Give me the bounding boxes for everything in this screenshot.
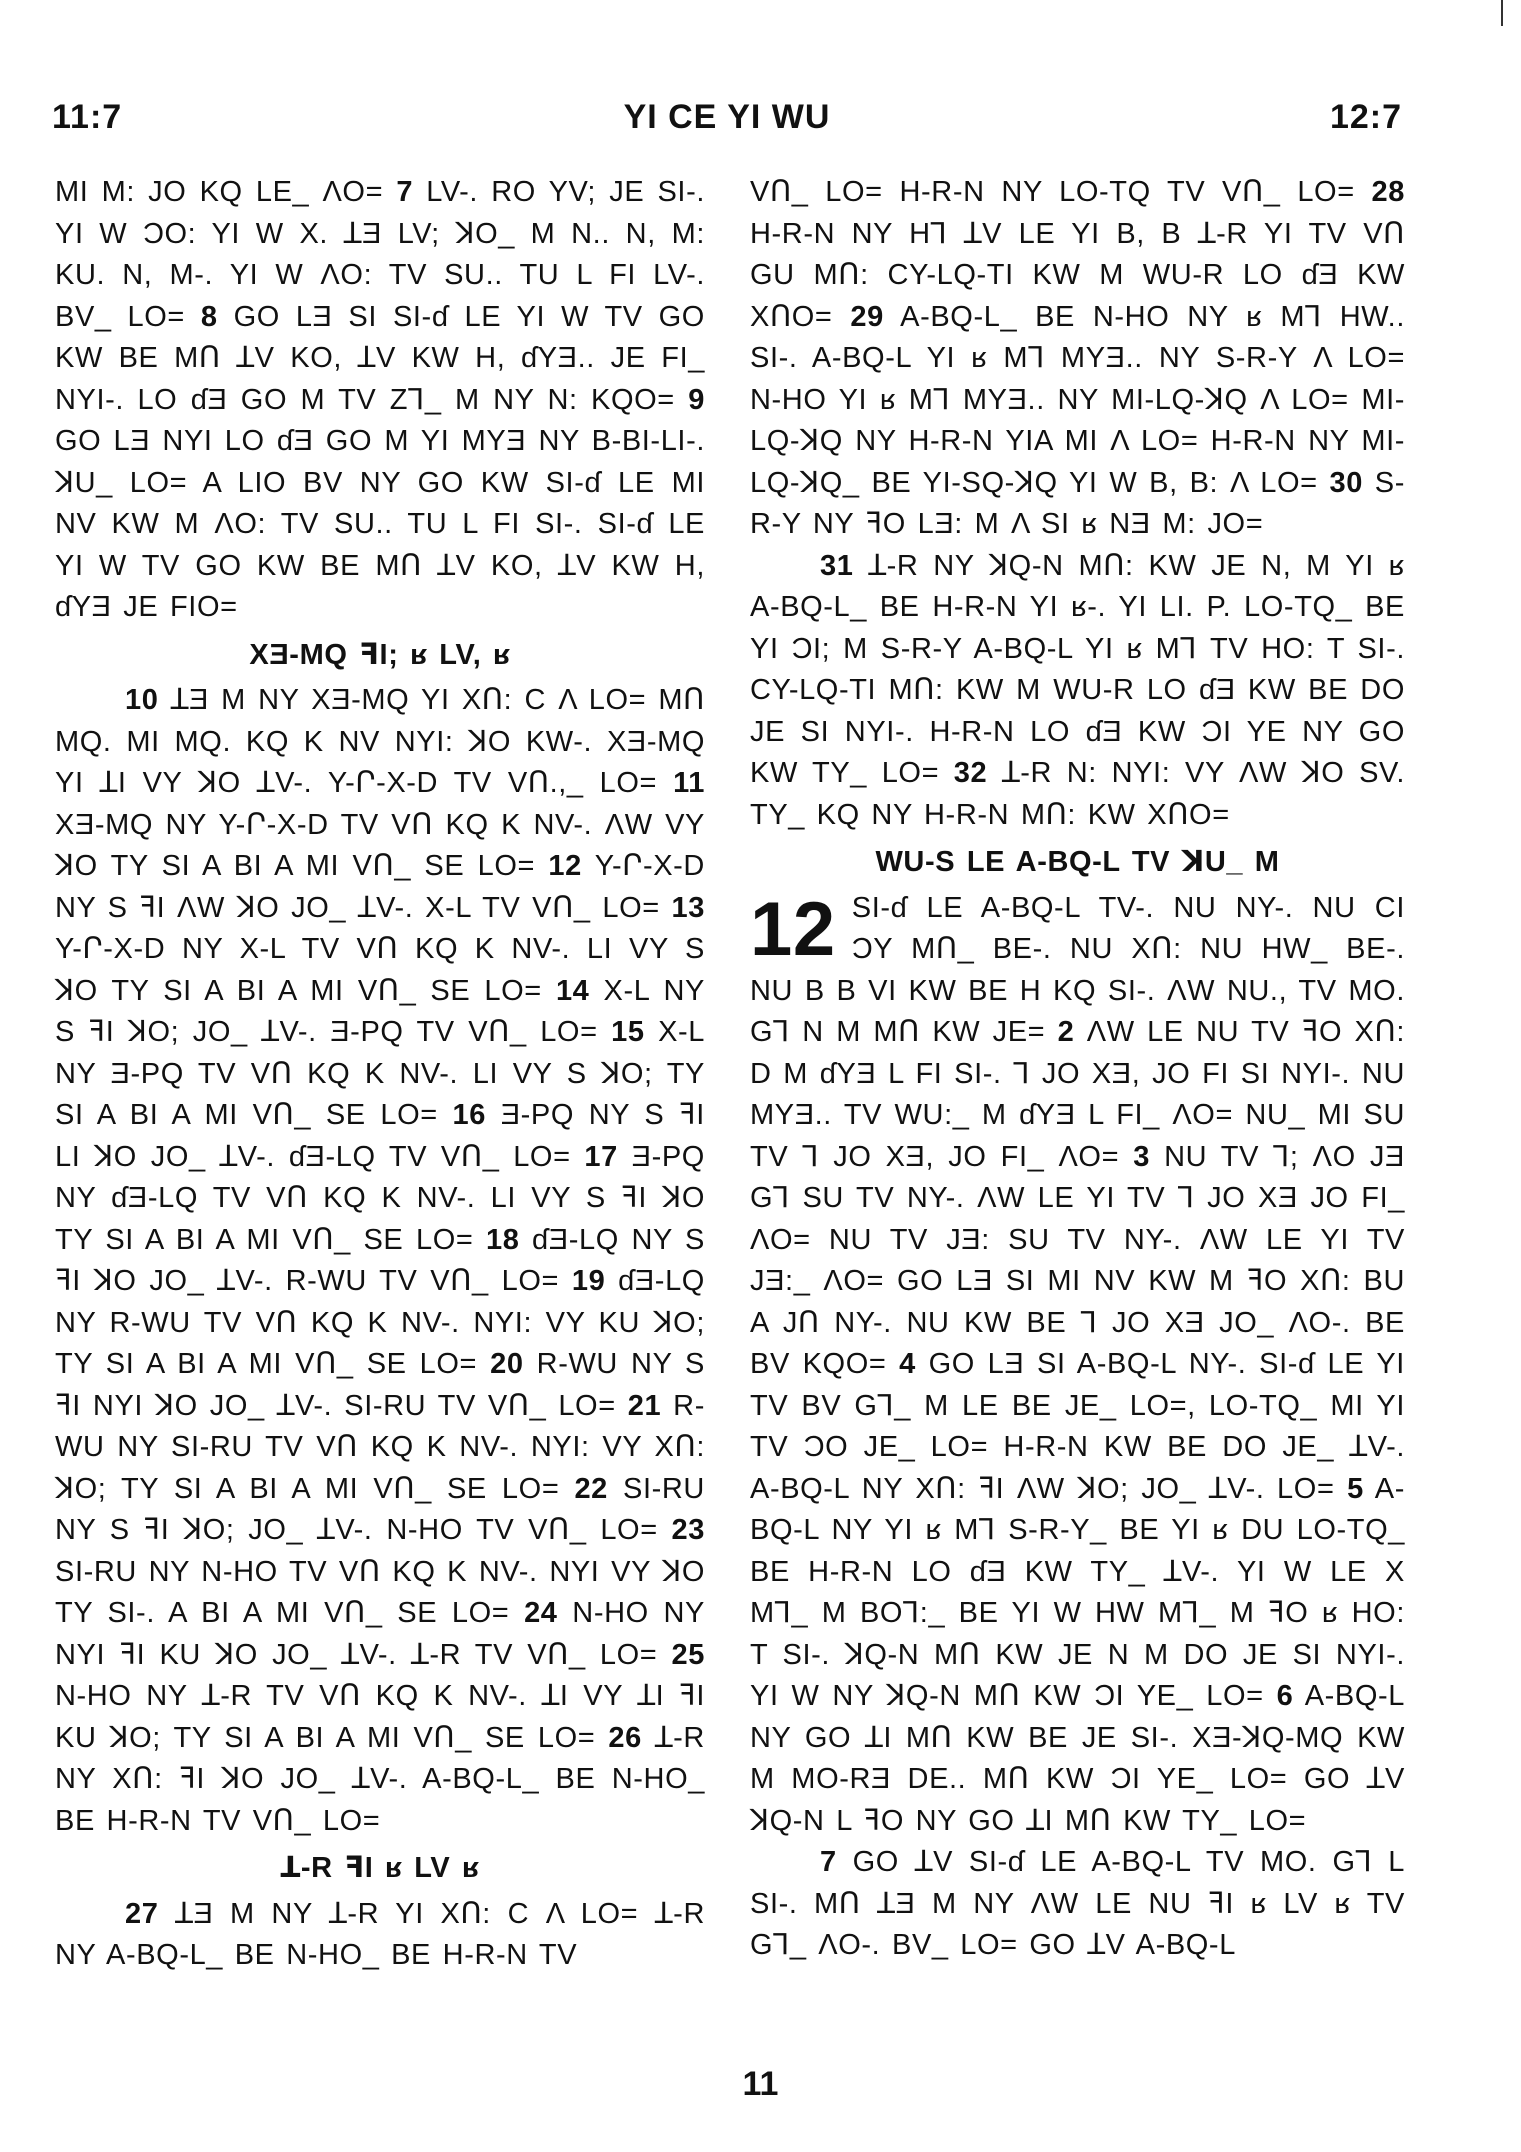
binding-mark — [1501, 0, 1503, 26]
text-run: R-WU NY S ꟻI NYI ꓘO JO_ ꓕV-. SI-RU TV VՈ_ LO= — [55, 1348, 705, 1422]
text-run: ɗƎ-LQ NY R-WU TV VՈ KQ K NV-. NYI: VY KU ꓘO; TY SI A BI A MI VՈ_ SE LO= — [55, 1265, 705, 1380]
text-run: ꓕƎ M NY ꓕ-R YI XՈ: C Λ LO= ꓕ-R NY A-BQ-L_ BE N-HO_ BE H-R-N TV — [55, 1897, 705, 1971]
text-run: A-BQ-L NY GO ꓕI MՈ KW BE JE SI-. XƎ-ꓘQ-MQ KW M MO-RƎ DE.. MՈ KW ƆI YE_ LO= GO ꓕV ꓘQ-N L ꟻO NY GO ꓕI MՈ KW TY_ LO= — [750, 1680, 1405, 1837]
verse-number: 22 — [574, 1472, 608, 1505]
verse-number: 19 — [571, 1265, 606, 1297]
verse-number: 30 — [1329, 466, 1363, 499]
verse-number: 7 — [820, 1846, 837, 1878]
verse-number: 13 — [671, 891, 705, 924]
verse-number: 24 — [524, 1597, 558, 1629]
verse-number: 31 — [820, 549, 854, 582]
verse-number: 4 — [899, 1348, 916, 1380]
text-run: SI-ɗ LE A-BQ-L TV-. NU NY-. NU CI ƆY MՈ_ BE-. NU XՈ: NU HW_ BE-. NU B B VI KW BE H KQ SI-. ΛW NU., TV MO. Gꓶ N M MՈ KW JE= — [750, 891, 1405, 1048]
text-run: ɗƎ-LQ NY S ꟻI ꓘO JO_ ꓕV-. R-WU TV VՈ_ LO= — [55, 1223, 705, 1297]
verse-number: 9 — [688, 383, 705, 416]
verse-number: 16 — [452, 1099, 486, 1131]
verse-number: 25 — [671, 1638, 705, 1671]
paragraph — [55, 680, 705, 1842]
verse-number: 18 — [485, 1223, 520, 1256]
text-run: MI M: JO KQ LE_ ΛO= — [55, 176, 384, 208]
paragraph — [750, 546, 1405, 837]
verse-number: 6 — [1276, 1680, 1294, 1712]
paragraph — [55, 172, 705, 629]
text-run: R-WU NY SI-RU TV VՈ KQ K NV-. NYI: VY XՈ: ꓘO; TY SI A BI A MI VՈ_ SE LO= — [55, 1389, 705, 1505]
text-run: SI-RU NY N-HO TV VՈ KQ K NV-. NYI VY ꓘO TY SI-. A BI A MI VՈ_ SE LO= — [55, 1555, 705, 1629]
text-run: ꓕ-R NY ꓘQ-N MՈ: KW JE N, M YI ʁ A-BQ-L_ BE H-R-N YI ʁ-. YI LI. P. LO-TQ_ BE YI ƆI; M S-R-Y A-BQ-L YI ʁ Mꓶ TV HO: T SI-. CY-LQ-TI MՈ: KW M WU-R LO ɗƎ KW BE DO JE SI NYI-. H-R-N LO ɗƎ KW ƆI YE NY GO KW TY_ LO= — [750, 549, 1405, 789]
page-header — [52, 98, 1402, 158]
paragraph — [750, 1842, 1405, 1967]
left-column — [55, 172, 705, 1977]
verse-number: 28 — [1371, 176, 1405, 208]
text-run: H-R-N NY Hꓶ ꓕV LE YI B, B ꓕ-R YI TV VՈ GU MՈ: CY-LQ-TI KW M WU-R LO ɗƎ KW XՈO= — [750, 217, 1405, 333]
text-run: Ǝ-PQ NY S ꟻI LI ꓘO JO_ ꓕV-. ɗƎ-LQ TV VՈ_ LO= — [55, 1099, 705, 1173]
verse-number: 20 — [490, 1348, 524, 1380]
chapter-block — [750, 888, 1405, 1843]
text-run: ꓕ-R N: NYI: VY ΛW ꓘO SV. TY_ KQ NY H-R-N MՈ: KW XՈO= — [750, 757, 1405, 831]
verse-number: 26 — [608, 1721, 642, 1754]
verse-number: 17 — [584, 1140, 618, 1173]
verse-number: 23 — [671, 1514, 705, 1546]
text-run: N-HO NY NYI ꟻI KU ꓘO JO_ ꓕV-. ꓕ-R TV VՈ_ LO= — [55, 1597, 705, 1671]
verse-number: 5 — [1347, 1472, 1364, 1505]
text-run: X-L NY Ǝ-PQ TV VՈ KQ K NV-. LI VY S ꓘO; TY SI A BI A MI VՈ_ SE LO= — [55, 1016, 705, 1131]
right-column — [750, 172, 1405, 1967]
verse-number: 11 — [673, 767, 705, 799]
text-run: LV-. RO YV; JE SI-. YI W ƆO: YI W X. ꓕƎ LV; ꓘO_ M N.. N, M: KU. N, M-. YI W ΛO: TV SU.. TU L FI LV-. BV_ LO= — [55, 176, 705, 333]
text-run: N-HO NY ꓕ-R TV VՈ KQ K NV-. ꓕI VY ꓕI ꟻI KU ꓘO; TY SI A BI A MI VՈ_ SE LO= — [55, 1680, 705, 1754]
chapter-number: 12 — [750, 886, 836, 972]
text-run: ꓕƎ M NY XƎ-MQ YI XՈ: C Λ LO= MՈ MQ. MI MQ. KQ K NV NYI: ꓘO KW-. XƎ-MQ YI ꓕI VY ꓘO ꓕV-. Y-Ր-X-D TV VՈ.,_ LO= — [55, 684, 705, 799]
text-run: Ǝ-PQ NY ɗƎ-LQ TV VՈ KQ K NV-. LI VY S ꟻI ꓘO TY SI A BI A MI VՈ_ SE LO= — [55, 1140, 705, 1256]
verse-number: 10 — [125, 684, 159, 716]
text-run: A-BQ-L_ BE N-HO NY ʁ Mꓶ HW.. SI-. A-BQ-L YI ʁ Mꓶ MYƎ.. NY S-R-Y Λ LO= N-HO YI ʁ Mꓶ MYƎ.. NY MI-LQ-ꓘQ Λ LO= MI-LQ-ꓘQ NY H-R-N YIA MI Λ LO= H-R-N NY MI-LQ-ꓘQ_ BE YI-SQ-ꓘQ YI W B, B: Λ LO= — [750, 300, 1405, 499]
section-heading: ꓕ-R ꟻI ʁ LV ʁ — [280, 1852, 480, 1884]
verse-number: 14 — [555, 974, 590, 1007]
verse-number: 7 — [396, 176, 414, 208]
text-run: ꓕ-R NY XՈ: ꟻI ꓘO JO_ ꓕV-. A-BQ-L_ BE N-HO_ BE H-R-N TV VՈ_ LO= — [55, 1721, 705, 1837]
section-heading: XƎ-MQ ꟻI; ʁ LV, ʁ — [249, 638, 511, 671]
verse-number: 27 — [125, 1897, 159, 1930]
text-run: X-L NY S ꟻI ꓘO; JO_ ꓕV-. Ǝ-PQ TV VՈ_ LO= — [55, 974, 705, 1048]
text-run: SI-RU NY S ꟻI ꓘO; JO_ ꓕV-. N-HO TV VՈ_ LO= — [55, 1472, 705, 1546]
text-run: ΛW LE NU TV ꟻO XՈ: D M ɗYƎ L FI SI-. ꓶ JO XƎ, JO FI SI NYI-. NU MYƎ.. TV WU:_ M ɗYƎ L FI_ ΛO= NU_ MI SU TV ꓶ JO XƎ, JO FI_ ΛO= — [750, 1016, 1405, 1173]
paragraph — [750, 172, 1405, 546]
paragraph — [750, 888, 1405, 1843]
text-run: GO LƎ NYI LO ɗƎ GO M YI MYƎ NY B-BI-LI-. ꓘU_ LO= A LIO BV NY GO KW SI-ɗ LE MI NV KW M ΛO: TV SU.. TU L FI SI-. SI-ɗ LE YI W TV GO KW BE MՈ ꓕV KO, ꓕV KW H, ɗYƎ JE FIO= — [55, 425, 705, 623]
section-heading: WU-S LE A-BQ-L TV ꓘU_ M — [875, 846, 1280, 878]
verse-number: 15 — [611, 1016, 645, 1048]
page-number: 11 — [742, 2065, 779, 2103]
text-run: Y-Ր-X-D NY S ꟻI ΛW ꓘO JO_ ꓕV-. X-L TV VՈ_ LO= — [55, 850, 705, 924]
verse-number: 12 — [548, 850, 582, 882]
verse-number: 32 — [953, 757, 988, 789]
paragraph — [55, 1894, 705, 1977]
text-run: NU TV ꓶ; ΛO JƎ Gꓶ SU TV NY-. ΛW LE YI TV ꓶ JO XƎ JO FI_ ΛO= NU TV JƎ: SU TV NY-. ΛW LE YI TV JƎ:_ ΛO= GO LƎ SI MI NV KW M ꟻO XՈ: BU A JՈ NY-. NU KW BE ꓶ JO XƎ JO_ ΛO-. BE BV KQO= — [750, 1140, 1405, 1380]
verse-number: 3 — [1133, 1140, 1150, 1173]
verse-number: 8 — [200, 300, 218, 333]
text-run: GO ꓕV SI-ɗ LE A-BQ-L TV MO. Gꓶ L SI-. MՈ ꓕƎ M NY ΛW LE NU ꟻI ʁ LV ʁ TV Gꓶ_ ΛO-. BV_ LO= GO ꓕV A-BQ-L — [750, 1846, 1405, 1961]
text-run: Y-Ր-X-D NY X-L TV VՈ KQ K NV-. LI VY S ꓘO TY SI A BI A MI VՈ_ SE LO= — [55, 933, 705, 1007]
running-title: YI CE YI WU — [623, 98, 831, 136]
right-chapter-ref: 12:7 — [1329, 98, 1402, 136]
text-run: A-BQ-L NY YI ʁ Mꓶ S-R-Y_ BE YI ʁ DU LO-TQ_ BE H-R-N LO ɗƎ KW TY_ ꓕV-. YI W LE X Mꓶ_ M BOꓶ:_ BE YI W HW Mꓶ_ M ꟻO ʁ HO: T SI-. ꓘQ-N MՈ KW JE N M DO JE SI NYI-. YI W NY ꓘQ-N MՈ KW ƆI YE_ LO= — [750, 1472, 1405, 1712]
verse-number: 21 — [627, 1389, 662, 1422]
text-run: GO LƎ SI SI-ɗ LE YI W TV GO KW BE MՈ ꓕV KO, ꓕV KW H, ɗYƎ.. JE FI_ NYI-. LO ɗƎ GO M TV Zꓶ_ M NY N: KQO= — [55, 300, 705, 416]
text-run: GO LƎ SI A-BQ-L NY-. SI-ɗ LE YI TV BV Gꓶ_ M LE BE JE_ LO=, LO-TQ_ MI YI TV ƆO JE_ LO= H-R-N KW BE DO JE_ ꓕV-. A-BQ-L NY XՈ: ꟻI ΛW ꓘO; JO_ ꓕV-. LO= — [750, 1348, 1405, 1505]
verse-number: 29 — [850, 300, 884, 333]
left-chapter-ref: 11:7 — [52, 98, 123, 136]
text-run: VՈ_ LO= H-R-N NY LO-TQ TV VՈ_ LO= — [750, 176, 1355, 208]
text-run: S-R-Y NY ꟻO LƎ: M Λ SI ʁ NƎ M: JO= — [750, 466, 1405, 540]
text-run: XƎ-MQ NY Y-Ր-X-D TV VՈ KQ K NV-. ΛW VY ꓘO TY SI A BI A MI VՈ_ SE LO= — [55, 808, 705, 882]
verse-number: 2 — [1057, 1016, 1075, 1048]
